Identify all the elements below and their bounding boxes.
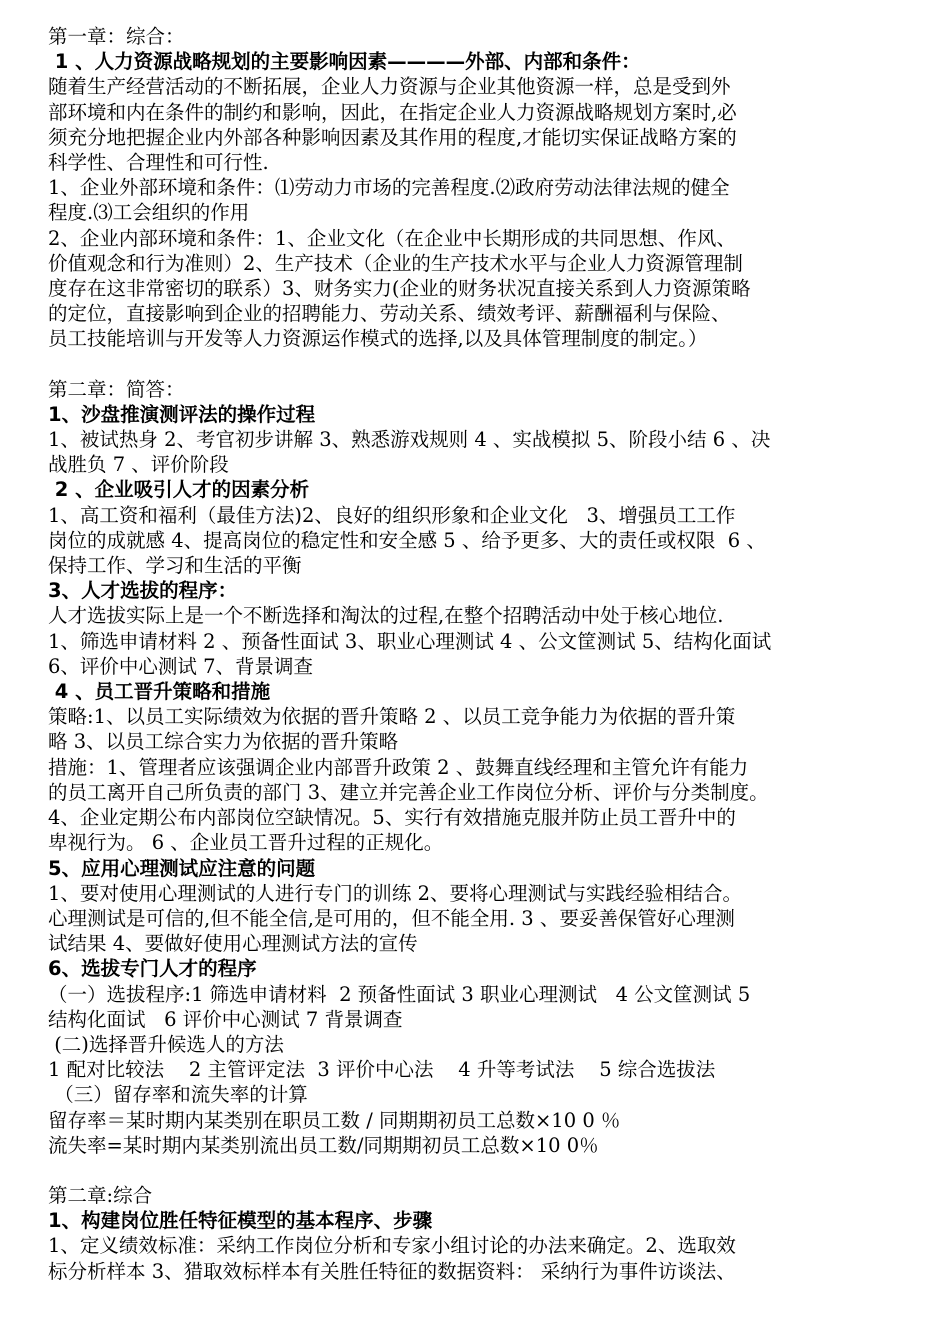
text-line: 1、定义绩效标准：采纳工作岗位分析和专家小组讨论的办法来确定。2、选取效: [48, 1234, 736, 1258]
text-line: 1 配对比较法 2 主管评定法 3 评价中心法 4 升等考试法 5 综合选拔法: [48, 1058, 716, 1082]
text-line: 结构化面试 6 评价中心测试 7 背景调查: [48, 1007, 403, 1031]
text-line: 心理测试是可信的,但不能全信,是可用的，但不能全用. 3 、要妥善保管好心理测: [48, 906, 735, 930]
text-line: 战胜负 7 、评价阶段: [48, 453, 229, 477]
text-line: 人才选拔实际上是一个不断选择和淘汰的过程,在整个招聘活动中处于核心地位.: [48, 604, 724, 628]
text-line: 留存率＝某时期内某类别在职员工数 / 同期期初员工总数×10 0 ％: [48, 1108, 621, 1132]
text-line: 第二章:综合: [48, 1183, 153, 1207]
text-line: 的员工离开自己所负责的部门 3、建立并完善企业工作岗位分析、评价与分类制度。: [48, 780, 769, 804]
text-line: 第一章：综合：: [48, 25, 185, 48]
text-line: 科学性、合理性和可行性.: [48, 151, 269, 175]
text-line: 程度.⑶工会组织的作用: [48, 201, 250, 225]
blank-line: [48, 352, 906, 377]
text-line: 1、企业外部环境和条件：⑴劳动力市场的完善程度.⑵政府劳动法律法规的健全: [48, 176, 730, 200]
text-line: 第二章：简答：: [48, 377, 185, 401]
text-line: 须充分地把握企业内外部各种影响因素及其作用的程度,才能切实保证战略方案的: [48, 125, 737, 149]
text-line: 卑视行为。 6 、企业员工晋升过程的正规化。: [48, 831, 444, 855]
text-line: 价值观念和行为准则）2、生产技术（企业的生产技术水平与企业人力资源管理制: [48, 251, 743, 275]
text-line: 试结果 4、要做好使用心理测试方法的宣传: [48, 932, 418, 956]
section-heading: 3、人才选拔的程序：: [48, 579, 238, 603]
text-line: 随着生产经营活动的不断拓展，企业人力资源与企业其他资源一样，总是受到外: [48, 75, 731, 99]
text-line: （一）选拔程序:1 筛选申请材料 2 预备性面试 3 职业心理测试 4 公文筐测试 5: [48, 982, 751, 1006]
text-line: 4、企业定期公布内部岗位空缺情况。5、实行有效措施克服并防止员工晋升中的: [48, 806, 736, 830]
text-line: 策略:1、以员工实际绩效为依据的晋升策略 2 、以员工竞争能力为依据的晋升策: [48, 705, 736, 729]
text-line: 度存在这非常密切的联系）3、财务实力(企业的财务状况直接关系到人力资源策略: [48, 277, 751, 301]
text-line: (二)选择晋升候选人的方法: [48, 1032, 284, 1056]
text-line: （三）留存率和流失率的计算: [48, 1083, 308, 1107]
text-line: 1、筛选申请材料 2 、预备性面试 3、职业心理测试 4 、公文筐测试 5、结构化面试: [48, 629, 772, 653]
section-heading: 6、选拔专门人才的程序: [48, 957, 257, 981]
text-line: 部环境和内在条件的制约和影响，因此，在指定企业人力资源战略规划方案时,必: [48, 100, 737, 124]
text-line: 略 3、以员工综合实力为依据的晋升策略: [48, 730, 399, 754]
section-heading: 5、应用心理测试应注意的问题: [48, 856, 316, 880]
section-heading: 1 、人力资源战略规划的主要影响因素————外部、内部和条件：: [48, 50, 641, 74]
section-heading: 1、沙盘推演测评法的操作过程: [48, 402, 316, 426]
text-line: 1、高工资和福利（最佳方法)2、良好的组织形象和企业文化 3、增强员工工作: [48, 503, 736, 527]
section-heading: 1、构建岗位胜任特征模型的基本程序、步骤: [48, 1209, 433, 1233]
text-line: 措施：1、管理者应该强调企业内部晋升政策 2 、鼓舞直线经理和主管允许有能力: [48, 755, 749, 779]
text-line: 1、被试热身 2、考官初步讲解 3、熟悉游戏规则 4 、实战模拟 5、阶段小结 6 、决: [48, 428, 771, 452]
text-line: 1、要对使用心理测试的人进行专门的训练 2、要将心理测试与实践经验相结合。: [48, 881, 743, 905]
text-line: 6、评价中心测试 7、背景调查: [48, 654, 314, 678]
text-line: 岗位的成就感 4、提高岗位的稳定性和安全感 5 、给予更多、大的责任或权限 6 、: [48, 528, 766, 552]
section-heading: 2 、企业吸引人才的因素分析: [48, 478, 310, 502]
text-line: 员工技能培训与开发等人力资源运作模式的选择,以及具体管理制度的制定。）: [48, 327, 708, 351]
text-line: 2、企业内部环境和条件：1、企业文化（在企业中长期形成的共同思想、作风、: [48, 226, 736, 250]
blank-line: [48, 1158, 906, 1183]
text-line: 的定位，直接影响到企业的招聘能力、劳动关系、绩效考评、薪酬福利与保险、: [48, 302, 731, 326]
text-line: 标分析样本 3、猎取效标样本有关胜任特征的数据资料： 采纳行为事件访谈法、: [48, 1259, 736, 1283]
text-line: 流失率=某时期内某类别流出员工数/同期期初员工总数×10 0％: [48, 1133, 599, 1157]
section-heading: 4 、员工晋升策略和措施: [48, 680, 271, 704]
text-line: 保持工作、学习和生活的平衡: [48, 554, 302, 578]
